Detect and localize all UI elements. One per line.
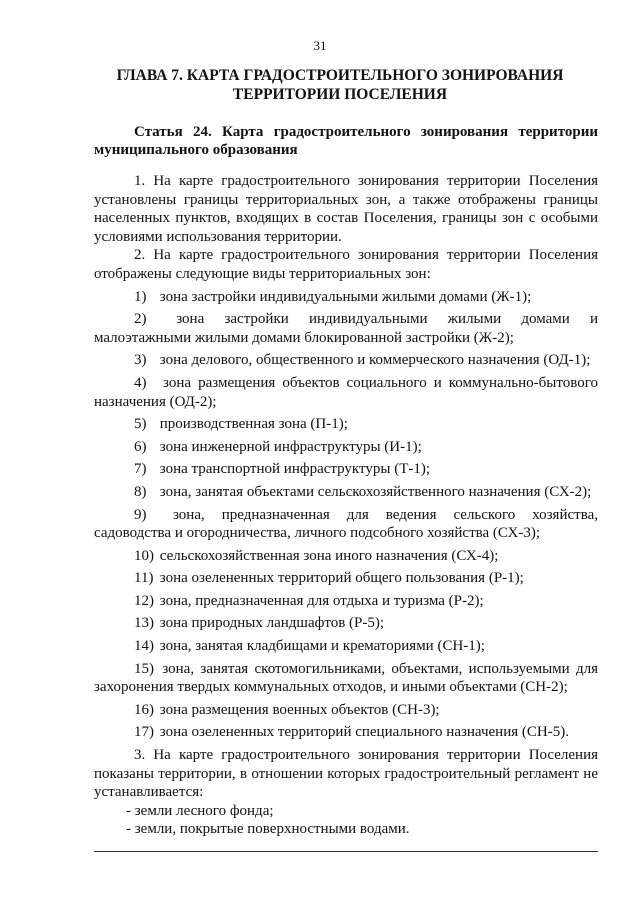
zone-item bbox=[94, 460, 598, 479]
paragraph-2: 2. На карте градостроительного зонирования территории Поселения отображены следующие виды территориальных зон: bbox=[94, 247, 598, 282]
zone-item-number: 1) bbox=[134, 288, 147, 305]
zone-item bbox=[94, 310, 598, 347]
zone-item bbox=[94, 506, 598, 543]
zone-list bbox=[94, 288, 598, 742]
zone-item-number: 11) bbox=[134, 570, 154, 587]
zone-item bbox=[94, 723, 598, 742]
zone-item bbox=[94, 592, 598, 611]
zone-item-number: 9) bbox=[134, 506, 147, 523]
zone-item-text: зона застройки индивидуальными жилыми домами и малоэтажными жилыми домами блокированной застройки (Ж-2); bbox=[94, 311, 599, 346]
zone-item bbox=[94, 547, 598, 566]
zone-item-number: 16) bbox=[134, 701, 154, 718]
zone-item bbox=[94, 483, 598, 502]
zone-item-number: 3) bbox=[134, 352, 147, 369]
exclusion-item: - земли, покрытые поверхностными водами. bbox=[126, 821, 410, 838]
zone-item-text: зона делового, общественного и коммерческого назначения (ОД-1); bbox=[159, 352, 591, 369]
zone-item bbox=[94, 374, 598, 411]
zone-item-text: зона, предназначенная для отдыха и туризма (Р-2); bbox=[159, 592, 484, 609]
paragraph-1: 1. На карте градостроительного зонирования территории Поселения установлены границы территориальных зон, а также отображены границы населенных пунктов, входящих в состав Поселения, границы зон с особыми условиями использования территории. bbox=[94, 173, 598, 245]
zone-item bbox=[94, 701, 598, 720]
zone-item bbox=[94, 637, 598, 656]
zone-item-text: зона транспортной инфраструктуры (Т-1); bbox=[159, 461, 431, 478]
zone-item-text: зона размещения объектов социального и коммунально-бытового назначения (ОД-2); bbox=[94, 374, 599, 410]
zone-item-number: 6) bbox=[134, 438, 147, 455]
zone-item-number: 13) bbox=[134, 615, 154, 632]
exclusion-list bbox=[94, 802, 598, 839]
zone-item-text: зона природных ландшафтов (Р-5); bbox=[159, 615, 385, 632]
chapter-title bbox=[100, 66, 580, 104]
zone-item-number: 5) bbox=[134, 416, 147, 433]
zone-item bbox=[94, 415, 598, 434]
document-body bbox=[94, 172, 598, 839]
footer-divider bbox=[94, 851, 598, 852]
article-title: Статья 24. Карта градостроительного зонирования территории муниципального образования bbox=[94, 124, 598, 158]
zone-item-text: зона озелененных территорий общего пользования (Р-1); bbox=[159, 570, 524, 587]
zone-item-number: 14) bbox=[134, 638, 154, 655]
zone-item-text: производственная зона (П-1); bbox=[159, 416, 348, 433]
chapter-title-line1: ГЛАВА 7. КАРТА ГРАДОСТРОИТЕЛЬНОГО ЗОНИРОВАНИЯ bbox=[116, 67, 564, 84]
zone-item-number: 10) bbox=[134, 547, 154, 564]
zone-item-text: зона застройки индивидуальными жилыми домами (Ж-1); bbox=[159, 288, 532, 305]
chapter-title-line2: ТЕРРИТОРИИ ПОСЕЛЕНИЯ bbox=[232, 86, 448, 103]
zone-item-number: 7) bbox=[134, 461, 147, 478]
zone-item-text: зона, предназначенная для ведения сельского хозяйства, садоводства и огородничества, личного подсобного хозяйства (СХ-3); bbox=[94, 506, 598, 542]
zone-item-number: 8) bbox=[134, 483, 147, 500]
zone-item-text: сельскохозяйственная зона иного назначения (СХ-4); bbox=[159, 547, 499, 564]
zone-item bbox=[94, 660, 598, 697]
zone-item-text: зона инженерной инфраструктуры (И-1); bbox=[159, 438, 422, 455]
paragraph-3: 3. На карте градостроительного зонирования территории Поселения показаны территории, в отношении которых градостроительный регламент не устанавливается: bbox=[94, 747, 598, 801]
zone-item-text: зона, занятая скотомогильниками, объектами, используемыми для захоронения твердых коммунальных отходов, и иными объектами (СН-2); bbox=[94, 660, 598, 696]
zone-item bbox=[94, 438, 598, 457]
page-number: 31 bbox=[313, 38, 327, 53]
zone-item-text: зона, занятая кладбищами и крематориями (СН-1); bbox=[159, 638, 485, 655]
zone-item bbox=[94, 614, 598, 633]
zone-item bbox=[94, 351, 598, 370]
zone-item bbox=[94, 569, 598, 588]
zone-item-number: 17) bbox=[134, 724, 154, 741]
zone-item-text: зона размещения военных объектов (СН-3); bbox=[159, 701, 440, 718]
zone-item bbox=[94, 288, 598, 307]
zone-item-number: 4) bbox=[134, 374, 147, 391]
zone-item-number: 15) bbox=[134, 660, 154, 677]
zone-item-text: зона озелененных территорий специального назначения (СН-5). bbox=[159, 724, 569, 741]
zone-item-number: 12) bbox=[134, 592, 154, 609]
zone-item-number: 2) bbox=[134, 311, 147, 328]
zone-item-text: зона, занятая объектами сельскохозяйственного назначения (СХ-2); bbox=[159, 483, 592, 500]
exclusion-item: - земли лесного фонда; bbox=[126, 802, 274, 819]
